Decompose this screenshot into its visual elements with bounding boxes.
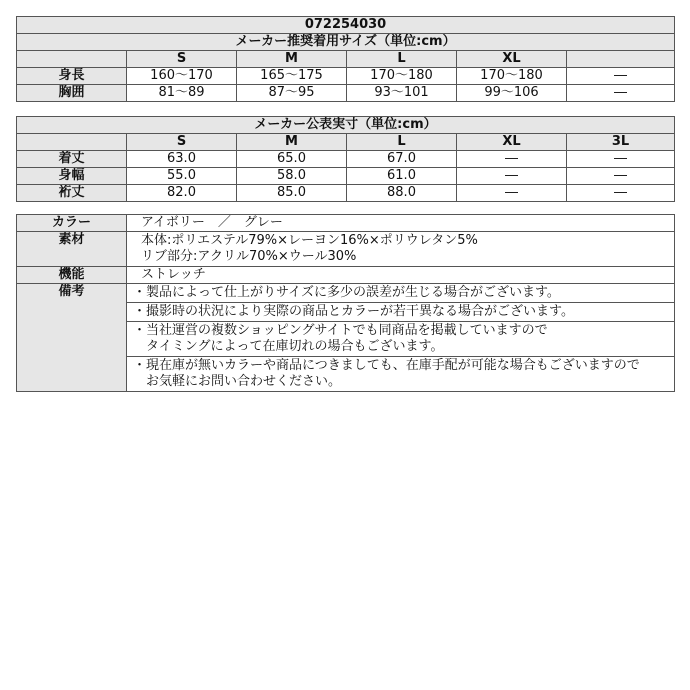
product-details-table <box>16 214 675 392</box>
cell-value: 63.0 <box>127 151 237 168</box>
row-label: 身長 <box>17 68 127 85</box>
cell-value: ― <box>567 168 675 185</box>
material-row <box>17 232 675 267</box>
note-item <box>127 322 675 357</box>
cell-value: 160～170 <box>127 68 237 85</box>
notes-label: 備考 <box>17 284 127 392</box>
table-row <box>17 85 675 102</box>
size-header: S <box>127 134 237 151</box>
table-row <box>17 185 675 202</box>
size-header: 3L <box>567 134 675 151</box>
table-row <box>17 168 675 185</box>
note-line: お気軽にお問い合わせください。 <box>133 374 342 389</box>
size-header <box>567 51 675 68</box>
corner-cell <box>17 51 127 68</box>
recommended-title: メーカー推奨着用サイズ（単位:cm） <box>17 34 675 51</box>
note-line: ・現在庫が無いカラーや商品につきましても、在庫手配が可能な場合もございますので <box>133 358 640 373</box>
size-header: M <box>237 51 347 68</box>
product-code: 072254030 <box>17 17 675 34</box>
actual-title: メーカー公表実寸（単位:cm） <box>17 117 675 134</box>
note-item <box>127 303 675 322</box>
note-item <box>127 357 675 392</box>
cell-value: 93～101 <box>347 85 457 102</box>
cell-value: 67.0 <box>347 151 457 168</box>
cell-value: 99～106 <box>457 85 567 102</box>
material-line: 本体:ポリエステル79%×レーヨン16%×ポリウレタン5% <box>141 233 478 248</box>
cell-value: ― <box>567 151 675 168</box>
actual-size-table <box>16 116 675 202</box>
function-value: ストレッチ <box>127 267 675 284</box>
cell-value: ― <box>567 68 675 85</box>
size-header: XL <box>457 134 567 151</box>
cell-value: 170～180 <box>457 68 567 85</box>
cell-value: 82.0 <box>127 185 237 202</box>
table-row <box>17 151 675 168</box>
table-row <box>17 68 675 85</box>
function-label: 機能 <box>17 267 127 284</box>
cell-value: ― <box>457 185 567 202</box>
size-header: XL <box>457 51 567 68</box>
material-label: 素材 <box>17 232 127 267</box>
cell-value: 85.0 <box>237 185 347 202</box>
corner-cell <box>17 134 127 151</box>
cell-value: 61.0 <box>347 168 457 185</box>
note-line: ・撮影時の状況により実際の商品とカラーが若干異なる場合がございます。 <box>133 304 574 319</box>
cell-value: 65.0 <box>237 151 347 168</box>
row-label: 裄丈 <box>17 185 127 202</box>
cell-value: ― <box>567 85 675 102</box>
row-label: 身幅 <box>17 168 127 185</box>
cell-value: 81～89 <box>127 85 237 102</box>
material-value <box>127 232 675 267</box>
size-header: M <box>237 134 347 151</box>
note-line: ・製品によって仕上がりサイズに多少の誤差が生じる場合がございます。 <box>133 285 560 300</box>
cell-value: 170～180 <box>347 68 457 85</box>
cell-value: 88.0 <box>347 185 457 202</box>
row-label: 胸囲 <box>17 85 127 102</box>
recommended-size-table <box>16 16 675 102</box>
size-header: S <box>127 51 237 68</box>
color-row <box>17 215 675 232</box>
cell-value: 87～95 <box>237 85 347 102</box>
size-header: L <box>347 134 457 151</box>
cell-value: 55.0 <box>127 168 237 185</box>
color-value: アイボリー ／ グレー <box>127 215 675 232</box>
size-header: L <box>347 51 457 68</box>
function-row <box>17 267 675 284</box>
row-label: 着丈 <box>17 151 127 168</box>
cell-value: ― <box>457 168 567 185</box>
note-line: ・当社運営の複数ショッピングサイトでも同商品を掲載していますので <box>133 323 548 338</box>
cell-value: 165～175 <box>237 68 347 85</box>
cell-value: ― <box>457 151 567 168</box>
color-label: カラー <box>17 215 127 232</box>
cell-value: 58.0 <box>237 168 347 185</box>
note-line: タイミングによって在庫切れの場合もございます。 <box>133 339 444 354</box>
note-item <box>127 284 675 303</box>
material-line: リブ部分:アクリル70%×ウール30% <box>141 249 357 264</box>
cell-value: ― <box>567 185 675 202</box>
notes-row <box>17 284 675 303</box>
